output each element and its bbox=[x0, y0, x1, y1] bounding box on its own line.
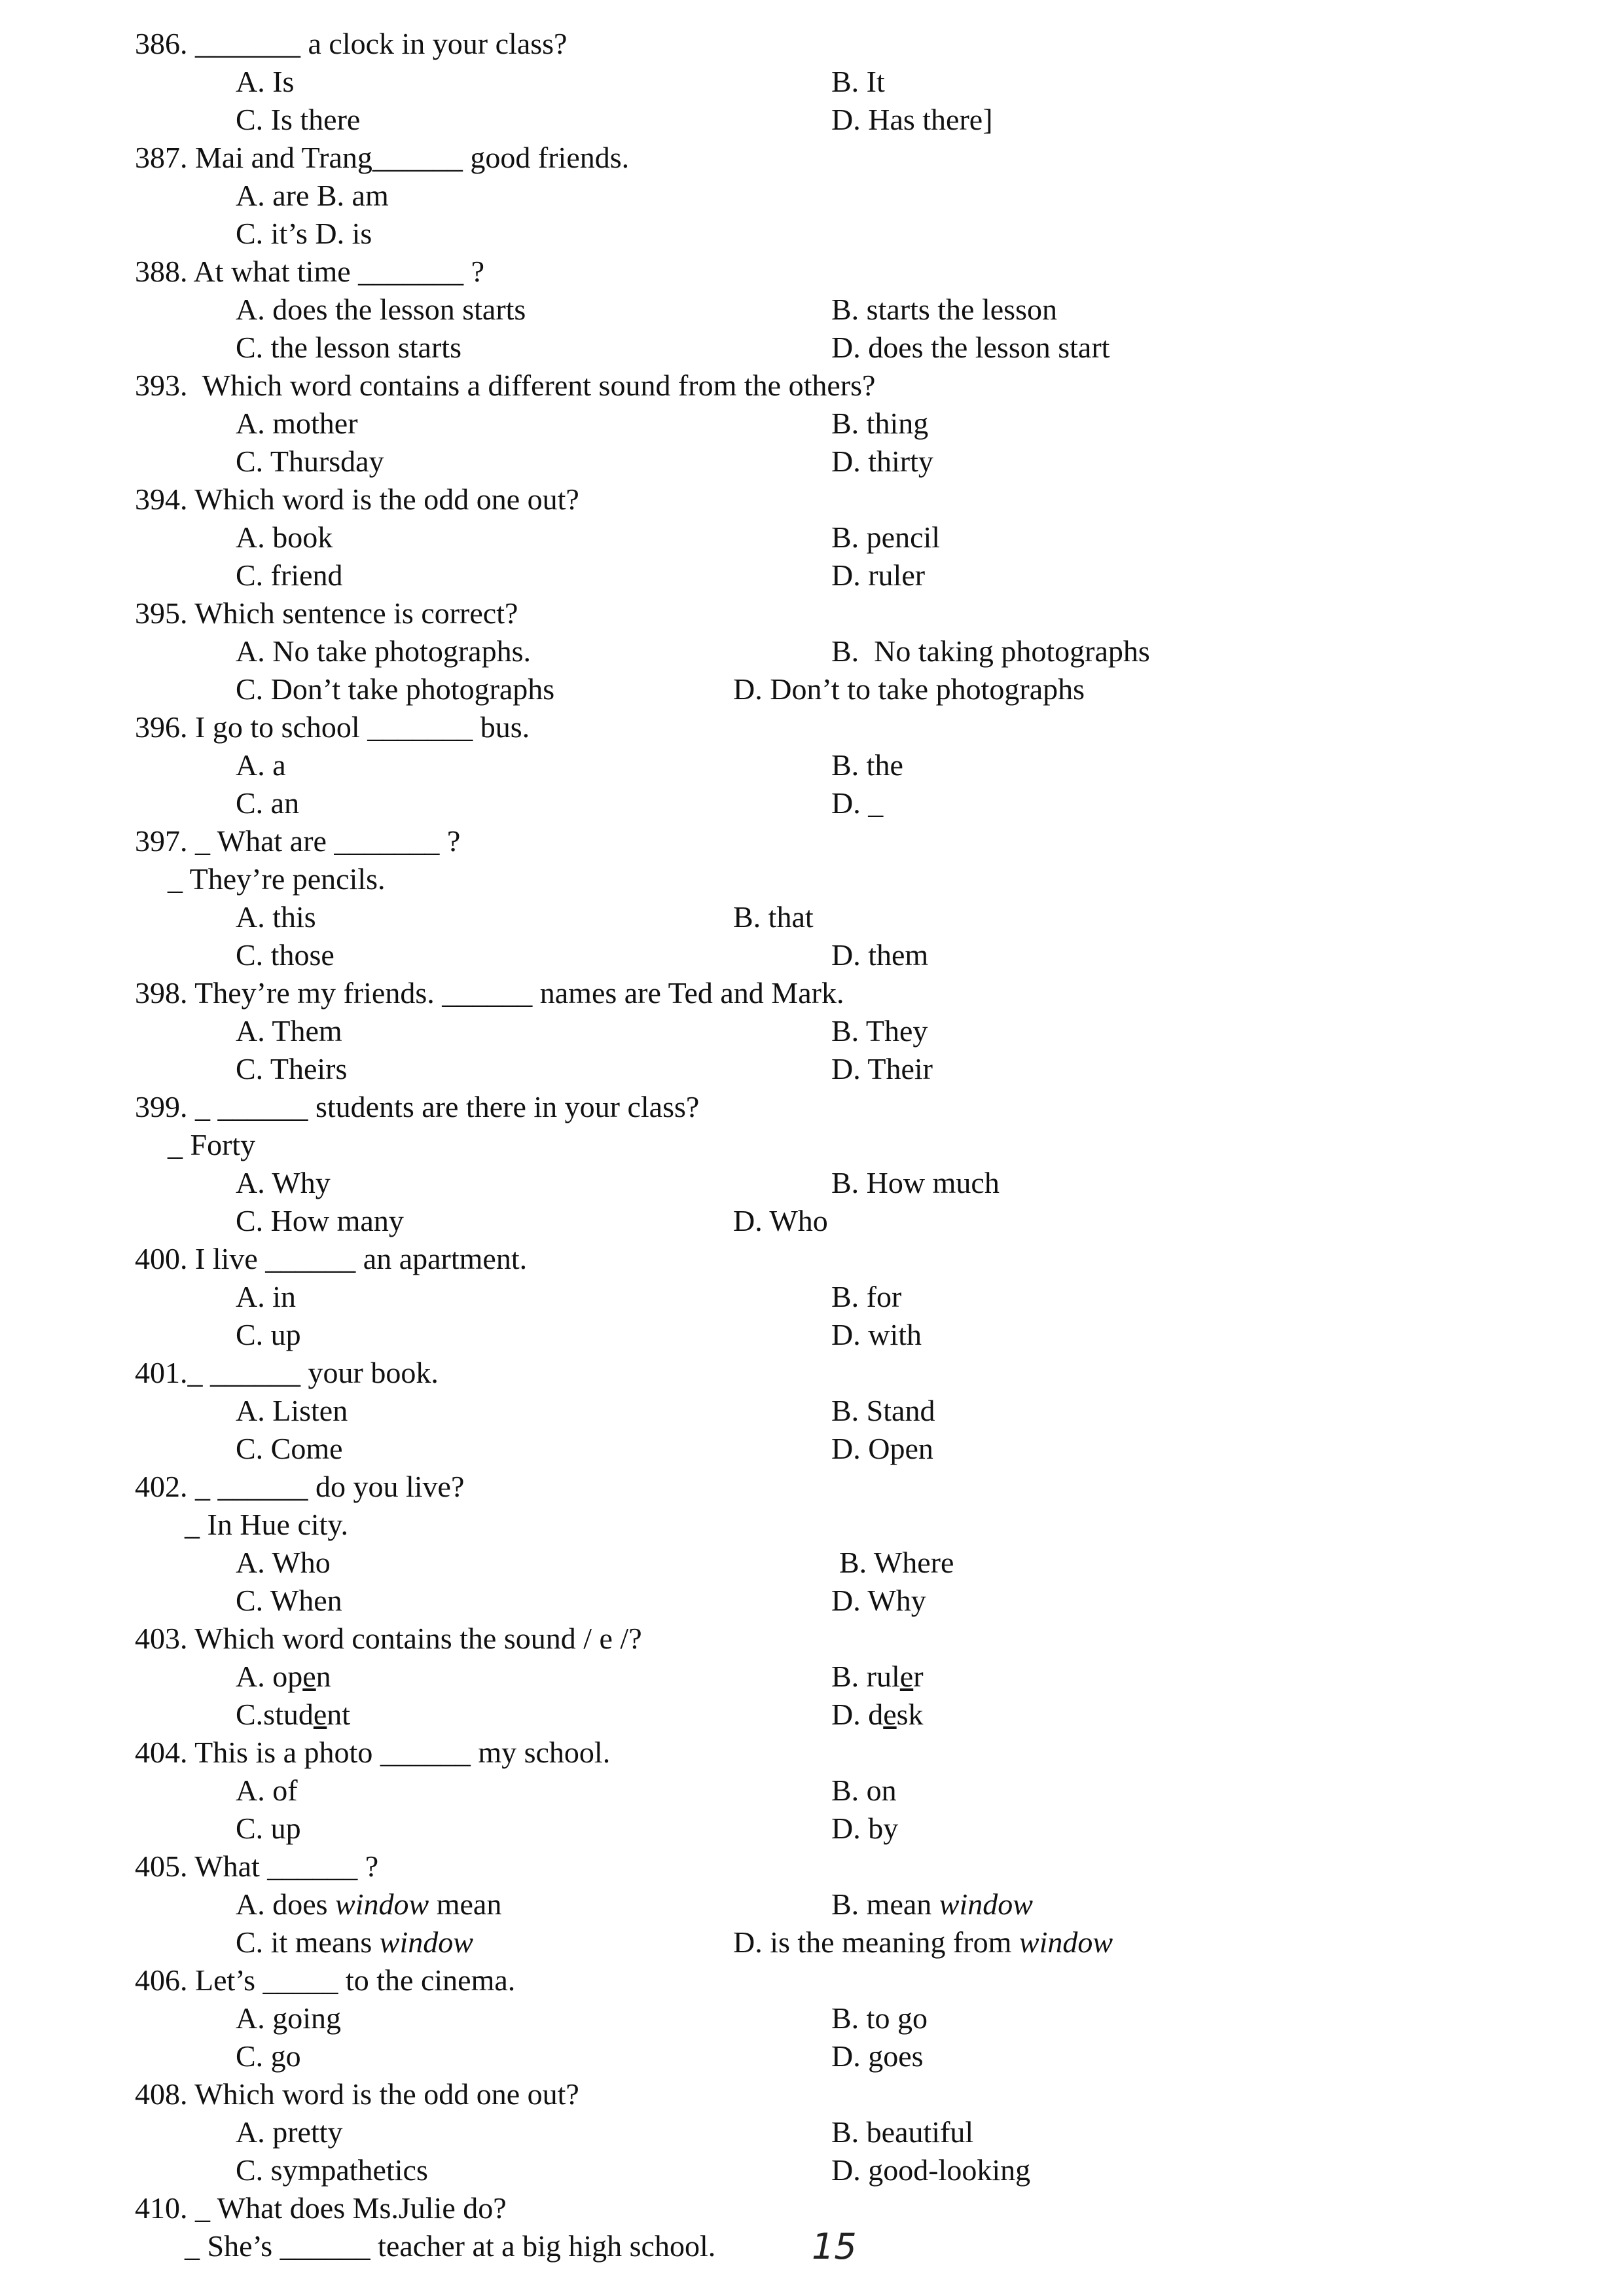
underlined-letter: e bbox=[899, 1660, 914, 1693]
question-387-stem: 387. Mai and Trang______ good friends. bbox=[135, 141, 630, 174]
question-403-option-c: C.student bbox=[236, 1698, 351, 1731]
question-397-option-c: C. those bbox=[236, 938, 334, 972]
question-402-option-d: D. Why bbox=[831, 1584, 926, 1617]
question-399-option-c: C. How many bbox=[236, 1204, 404, 1237]
question-396-option-d: D. _ bbox=[831, 786, 884, 820]
question-399-option-d: D. Who bbox=[733, 1204, 828, 1237]
question-404-option-d: D. by bbox=[831, 1812, 899, 1845]
question-399-stem: 399. _ ______ students are there in your class? bbox=[135, 1090, 700, 1123]
question-408-option-d: D. good-looking bbox=[831, 2153, 1031, 2187]
question-400-option-b: B. for bbox=[831, 1280, 902, 1313]
question-410-stem: 410. _ What does Ms.Julie do? bbox=[135, 2191, 507, 2225]
question-386-option-c: C. Is there bbox=[236, 103, 361, 136]
question-396-stem: 396. I go to school _______ bus. bbox=[135, 710, 530, 744]
italic-word: window bbox=[939, 1887, 1033, 1921]
underlined-letter: e bbox=[883, 1698, 897, 1731]
question-393-stem: 393. Which word contains a different sound from the others? bbox=[135, 369, 876, 402]
question-404-option-c: C. up bbox=[236, 1812, 301, 1845]
question-404-option-b: B. on bbox=[831, 1774, 897, 1807]
question-398-option-b: B. They bbox=[831, 1014, 928, 1048]
question-397-option-d: D. them bbox=[831, 938, 929, 972]
question-398-option-a: A. Them bbox=[236, 1014, 342, 1048]
question-395-stem: 395. Which sentence is correct? bbox=[135, 596, 518, 630]
question-398-stem: 398. They’re my friends. ______ names are Ted and Mark. bbox=[135, 976, 844, 1010]
question-408-stem: 408. Which word is the odd one out? bbox=[135, 2077, 579, 2111]
question-394-stem: 394. Which word is the odd one out? bbox=[135, 483, 579, 516]
question-399-option-a: A. Why bbox=[236, 1166, 331, 1199]
question-395-option-d: D. Don’t to take photographs bbox=[733, 672, 1085, 706]
question-393-option-c: C. Thursday bbox=[236, 445, 384, 478]
question-386-option-b: B. It bbox=[831, 65, 885, 98]
italic-word: window bbox=[1019, 1925, 1113, 1959]
question-397-option-b: B. that bbox=[733, 900, 814, 934]
question-406-option-c: C. go bbox=[236, 2039, 301, 2073]
question-397-reply: _ They’re pencils. bbox=[168, 862, 386, 896]
question-395-option-c: C. Don’t take photographs bbox=[236, 672, 555, 706]
question-399-reply: _ Forty bbox=[168, 1128, 256, 1161]
question-410-reply: _ She’s ______ teacher at a big high school. bbox=[185, 2229, 716, 2263]
question-402-stem: 402. _ ______ do you live? bbox=[135, 1470, 465, 1503]
question-401-stem: 401._ ______ your book. bbox=[135, 1356, 439, 1389]
underlined-letter: e bbox=[302, 1660, 316, 1693]
question-387-options-cd: C. it’s D. is bbox=[236, 217, 372, 250]
question-404-stem: 404. This is a photo ______ my school. bbox=[135, 1736, 611, 1769]
question-394-option-b: B. pencil bbox=[831, 520, 941, 554]
question-388-option-b: B. starts the lesson bbox=[831, 293, 1057, 326]
question-393-option-b: B. thing bbox=[831, 407, 929, 440]
question-396-option-c: C. an bbox=[236, 786, 300, 820]
question-395-option-a: A. No take photographs. bbox=[236, 634, 531, 668]
question-386-option-a: A. Is bbox=[236, 65, 295, 98]
question-401-option-d: D. Open bbox=[831, 1432, 933, 1465]
question-405-option-d: D. is the meaning from window bbox=[733, 1925, 1113, 1959]
question-397-stem: 397. _ What are _______ ? bbox=[135, 824, 461, 858]
question-388-option-c: C. the lesson starts bbox=[236, 331, 461, 364]
question-403-option-a: A. open bbox=[236, 1660, 331, 1693]
question-406-option-b: B. to go bbox=[831, 2001, 928, 2035]
question-405-option-c: C. it means window bbox=[236, 1925, 473, 1959]
question-408-option-a: A. pretty bbox=[236, 2115, 343, 2149]
question-400-stem: 400. I live ______ an apartment. bbox=[135, 1242, 528, 1275]
question-408-option-b: B. beautiful bbox=[831, 2115, 974, 2149]
question-401-option-c: C. Come bbox=[236, 1432, 343, 1465]
question-402-option-c: C. When bbox=[236, 1584, 342, 1617]
question-403-option-b: B. ruler bbox=[831, 1660, 924, 1693]
question-396-option-b: B. the bbox=[831, 748, 903, 782]
question-408-option-c: C. sympathetics bbox=[236, 2153, 428, 2187]
question-388-option-a: A. does the lesson starts bbox=[236, 293, 526, 326]
question-396-option-a: A. a bbox=[236, 748, 286, 782]
question-397-option-a: A. this bbox=[236, 900, 316, 934]
question-387-options-ab: A. are B. am bbox=[236, 179, 389, 212]
question-400-option-a: A. in bbox=[236, 1280, 296, 1313]
question-386-option-d: D. Has there] bbox=[831, 103, 993, 136]
question-402-reply: _ In Hue city. bbox=[185, 1508, 348, 1541]
question-394-option-d: D. ruler bbox=[831, 558, 926, 592]
question-402-option-a: A. Who bbox=[236, 1546, 331, 1579]
question-393-option-a: A. mother bbox=[236, 407, 358, 440]
question-402-option-b: B. Where bbox=[839, 1546, 954, 1579]
underlined-letter: e bbox=[313, 1698, 327, 1731]
italic-word: window bbox=[335, 1887, 429, 1921]
question-406-stem: 406. Let’s _____ to the cinema. bbox=[135, 1963, 516, 1997]
question-388-stem: 388. At what time _______ ? bbox=[135, 255, 485, 288]
question-403-stem: 403. Which word contains the sound / e /? bbox=[135, 1622, 642, 1655]
question-393-option-d: D. thirty bbox=[831, 445, 933, 478]
question-388-option-d: D. does the lesson start bbox=[831, 331, 1110, 364]
question-386-stem: 386. _______ a clock in your class? bbox=[135, 27, 568, 60]
question-405-option-b: B. mean window bbox=[831, 1887, 1033, 1921]
question-395-option-b: B. No taking photographs bbox=[831, 634, 1150, 668]
question-401-option-b: B. Stand bbox=[831, 1394, 935, 1427]
question-405-option-a: A. does window mean bbox=[236, 1887, 502, 1921]
question-394-option-a: A. book bbox=[236, 520, 333, 554]
question-405-stem: 405. What ______ ? bbox=[135, 1850, 379, 1883]
question-400-option-c: C. up bbox=[236, 1318, 301, 1351]
question-398-option-c: C. Theirs bbox=[236, 1052, 348, 1085]
question-406-option-a: A. going bbox=[236, 2001, 341, 2035]
question-400-option-d: D. with bbox=[831, 1318, 922, 1351]
question-399-option-b: B. How much bbox=[831, 1166, 1000, 1199]
italic-word: window bbox=[379, 1925, 473, 1959]
question-398-option-d: D. Their bbox=[831, 1052, 933, 1085]
page-number: 15 bbox=[812, 2226, 857, 2267]
question-401-option-a: A. Listen bbox=[236, 1394, 348, 1427]
question-406-option-d: D. goes bbox=[831, 2039, 924, 2073]
question-394-option-c: C. friend bbox=[236, 558, 343, 592]
question-404-option-a: A. of bbox=[236, 1774, 298, 1807]
question-403-option-d: D. desk bbox=[831, 1698, 924, 1731]
